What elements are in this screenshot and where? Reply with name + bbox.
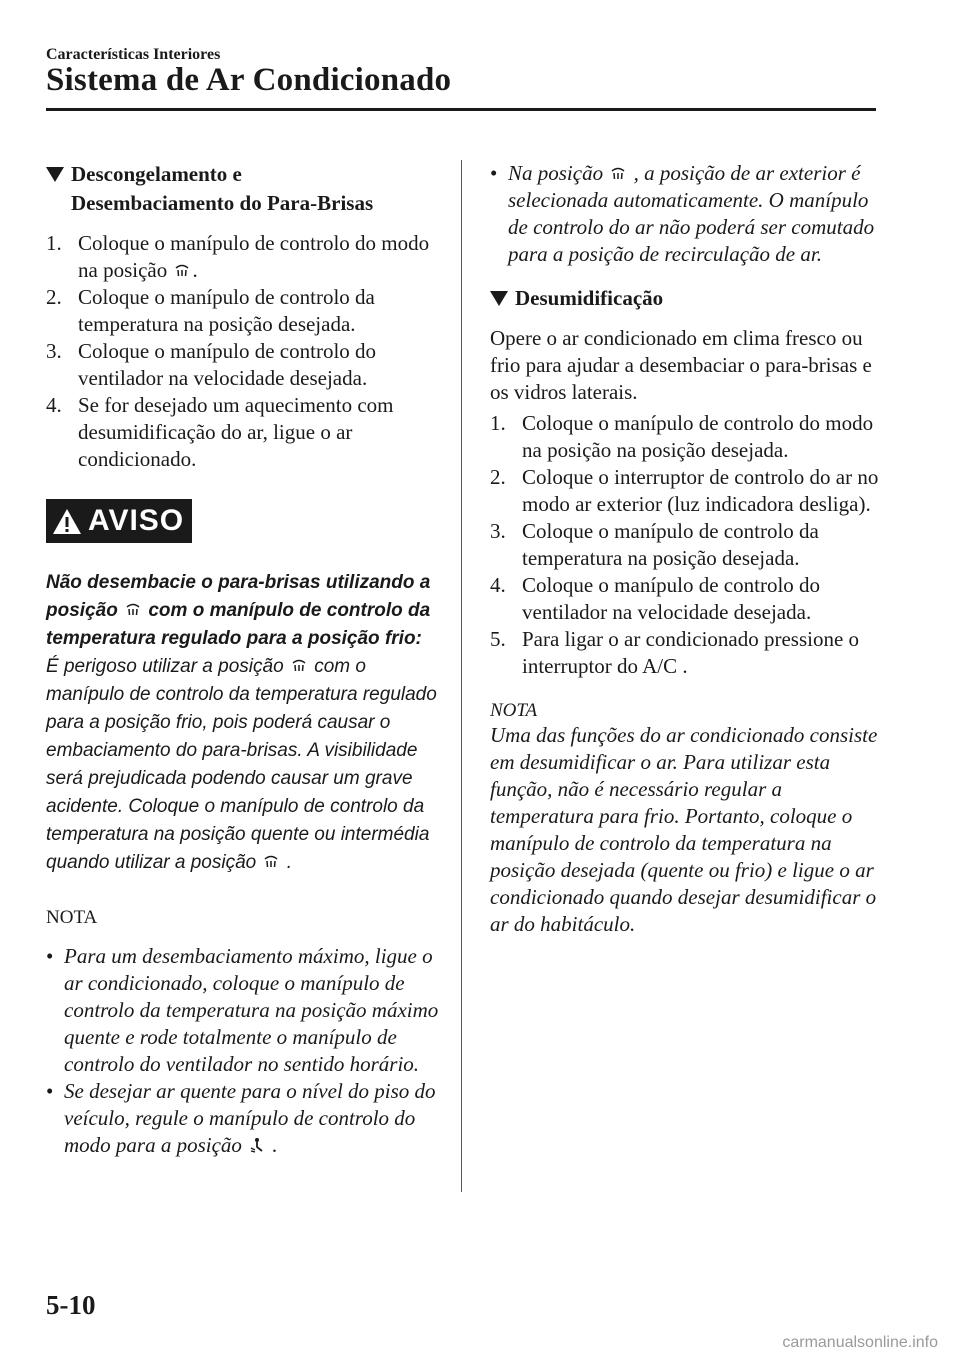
warning-bold-text: Não desembacie o para-brisas utilizando a posição com o manípulo de controlo da temperatura regulado para a posição frio:: [46, 572, 431, 649]
list-item: 1. Coloque o manípulo de controlo do modo na posição .: [46, 231, 430, 282]
floor-vent-icon: [249, 1137, 265, 1153]
nota-label: NOTA: [490, 700, 538, 721]
list-item: 4. Coloque o manípulo de controlo do ventilador na velocidade desejada.: [490, 573, 821, 624]
list-item: 4. Se for desejado um aquecimento com desumidificação do ar, ligue o ar condicionado.: [46, 393, 394, 471]
bullet-dot-icon: •: [46, 1079, 54, 1103]
bullet-dot-icon: •: [46, 944, 54, 968]
defrost-icon: [174, 262, 190, 278]
dehumidify-steps: [490, 410, 882, 680]
warning-body-text: É perigoso utilizar a posição com o manípulo de controlo da temperatura regulado para a posição frio, pois poderá causar o embaciamento do para-brisas. A visibilidade será prejudicada podendo causar um grave acidente. Coloque o manípulo de controlo da temperatura na posição quente ou intermédia quando utilizar a posição .: [46, 656, 437, 873]
watermark: carmanualsonline.info: [782, 1334, 938, 1351]
defrost-icon: [263, 853, 279, 869]
warning-badge: [46, 499, 192, 543]
nota-label: NOTA: [46, 907, 98, 928]
dehumidify-heading: Desumidificação: [490, 284, 882, 313]
warning-label: AVISO: [88, 504, 185, 537]
defrost-steps: [46, 230, 441, 473]
page-title: Sistema de Ar Condicionado: [46, 62, 452, 98]
nota-bullets: [46, 943, 441, 1159]
list-item: 3. Coloque o manípulo de controlo da temperatura na posição desejada.: [490, 519, 819, 570]
dehumidify-intro: Opere o ar condicionado em clima fresco ou frio para ajudar a desembaciar o para-brisas e os vidros laterais.: [490, 326, 872, 404]
header-rule: [46, 108, 876, 111]
list-item: • Para um desembaciamento máximo, ligue o ar condicionado, coloque o manípulo de controlo da temperatura na posição máximo quente e rode totalmente o manípulo de controlo do ventilador no sentido horário.: [46, 944, 439, 1076]
list-item: 2. Coloque o manípulo de controlo da temperatura na posição desejada.: [46, 285, 375, 336]
list-item: • Na posição , a posição de ar exterior é selecionada automaticamente. O manípulo de controlo do ar não poderá ser comutado para a posição de recirculação de ar.: [490, 161, 875, 266]
section-label: Características Interiores: [46, 46, 221, 63]
warning-triangle-icon: [52, 508, 82, 535]
page-number: 5-10: [46, 1290, 96, 1320]
section-triangle-icon: [490, 291, 508, 306]
section-triangle-icon: [46, 167, 64, 182]
defrost-icon: [291, 657, 307, 673]
defrost-heading-text: Descongelamento e Desembaciamento do Para-Brisas: [71, 162, 374, 215]
left-column: [46, 160, 441, 1159]
nota-body: Uma das funções do ar condicionado consiste em desumidificar o ar. Para utilizar esta função, não é necessário regular a temperatura para frio. Portanto, coloque o manípulo de controlo da temperatura na posição desejada (quente ou frio) e ligue o ar condicionado quando desejar desumidificar o ar do habitáculo.: [490, 723, 878, 936]
list-item: • Se desejar ar quente para o nível do piso do veículo, regule o manípulo de controlo do modo para a posição .: [46, 1079, 436, 1157]
column-divider: [461, 160, 462, 1192]
defrost-icon: [125, 601, 141, 617]
list-item: 3. Coloque o manípulo de controlo do ventilador na velocidade desejada.: [46, 339, 377, 390]
defrost-heading: [46, 160, 441, 218]
nota-bullets-continued: [490, 160, 882, 268]
list-item: 2. Coloque o interruptor de controlo do ar no modo ar exterior (luz indicadora desliga).: [490, 465, 879, 516]
defrost-icon: [610, 165, 626, 181]
right-column: [490, 160, 882, 938]
bullet-dot-icon: •: [490, 161, 498, 185]
list-item: 5. Para ligar o ar condicionado pressione o interruptor do A/C .: [490, 627, 860, 678]
list-item: 1. Coloque o manípulo de controlo do modo na posição na posição desejada.: [490, 411, 874, 462]
